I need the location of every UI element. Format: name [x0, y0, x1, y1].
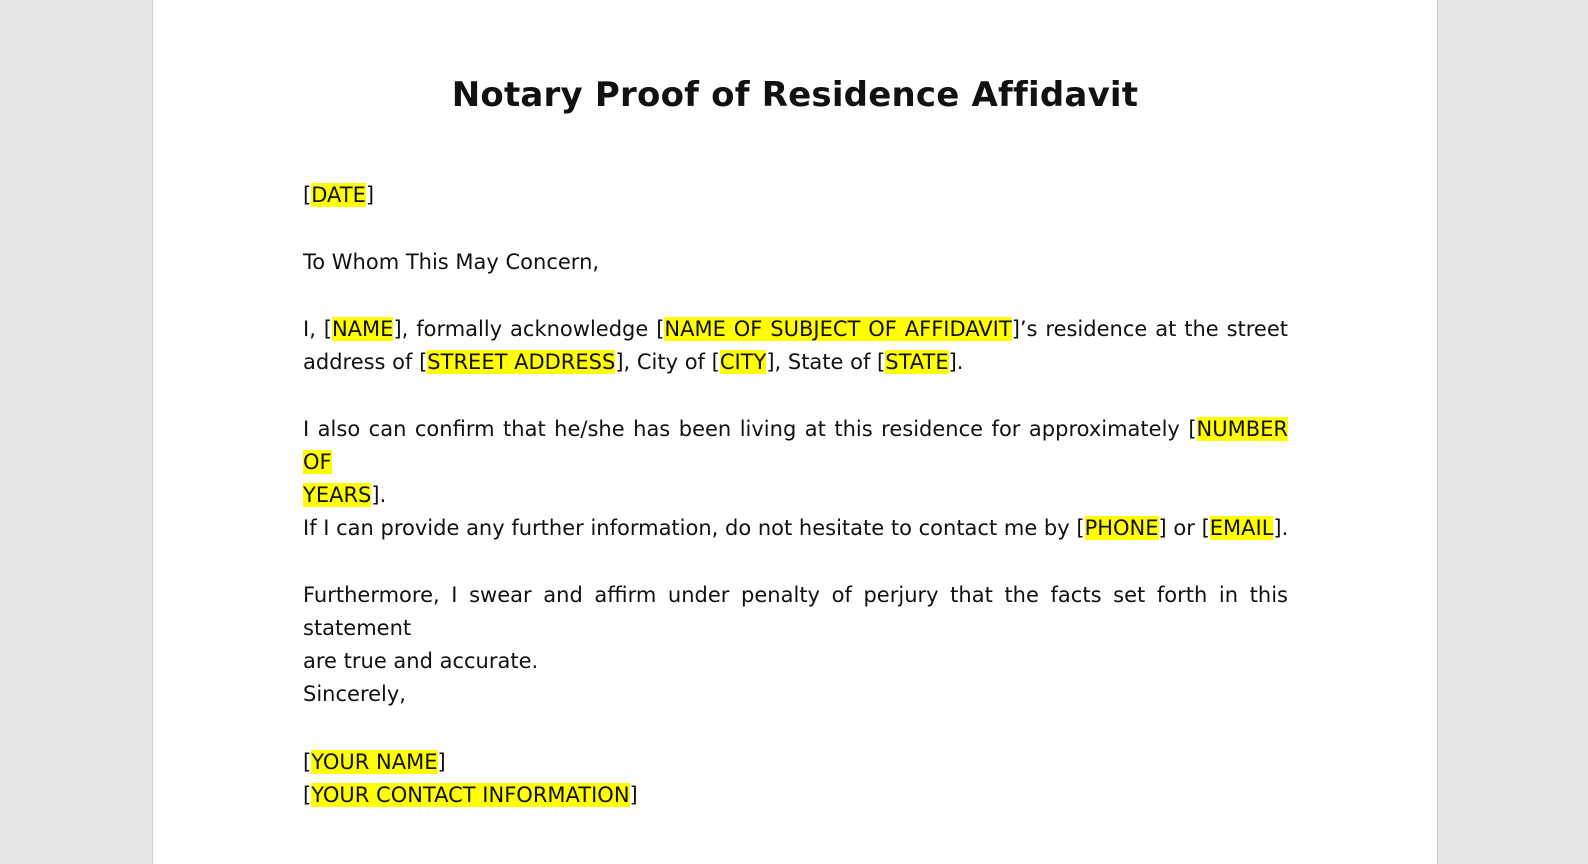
paragraph-line: are true and accurate.	[303, 649, 539, 673]
years-placeholder[interactable]: NUMBER OF	[303, 417, 1288, 474]
paragraph-contact: If I can provide any further information, do not hesitate to contact me by [PHONE] or [EMAIL].	[303, 516, 1289, 540]
phone-placeholder[interactable]: PHONE	[1084, 516, 1159, 540]
your-name-placeholder[interactable]: YOUR NAME	[311, 750, 438, 774]
paragraph-line: Furthermore, I swear and affirm under penalty of perjury that the facts set forth in this statement	[303, 583, 1288, 640]
street-address-placeholder[interactable]: STREET ADDRESS	[427, 350, 616, 374]
years-placeholder-continued[interactable]: YEARS	[303, 483, 372, 507]
your-name-line: [YOUR NAME]	[303, 750, 446, 774]
state-placeholder[interactable]: STATE	[885, 350, 949, 374]
city-placeholder[interactable]: CITY	[719, 350, 767, 374]
paragraph-residence-duration	[303, 413, 1288, 512]
name-placeholder[interactable]: NAME	[331, 317, 394, 341]
date-placeholder[interactable]: DATE	[311, 183, 366, 207]
document-title: Notary Proof of Residence Affidavit	[451, 75, 1139, 115]
contact-info-line: [YOUR CONTACT INFORMATION]	[303, 783, 638, 807]
paragraph-line: address of [STREET ADDRESS], City of [CITY], State of [STATE].	[303, 350, 964, 374]
date-line: [DATE]	[303, 183, 375, 207]
paragraph-affirmation	[303, 579, 1288, 678]
document-page[interactable]	[152, 0, 1438, 864]
subject-placeholder[interactable]: NAME OF SUBJECT OF AFFIDAVIT	[664, 317, 1012, 341]
email-placeholder[interactable]: EMAIL	[1209, 516, 1274, 540]
paragraph-acknowledgement	[303, 313, 1288, 379]
closing: Sincerely,	[303, 682, 406, 706]
paragraph-line: I, [NAME], formally acknowledge [NAME OF SUBJECT OF AFFIDAVIT]’s residence at the street	[303, 317, 1288, 341]
paragraph-line: YEARS].	[303, 483, 387, 507]
signature-block	[303, 746, 1288, 812]
paragraph-line: I also can confirm that he/she has been living at this residence for approximately [NUMBER OF	[303, 417, 1288, 474]
salutation: To Whom This May Concern,	[303, 250, 600, 274]
contact-info-placeholder[interactable]: YOUR CONTACT INFORMATION	[311, 783, 630, 807]
